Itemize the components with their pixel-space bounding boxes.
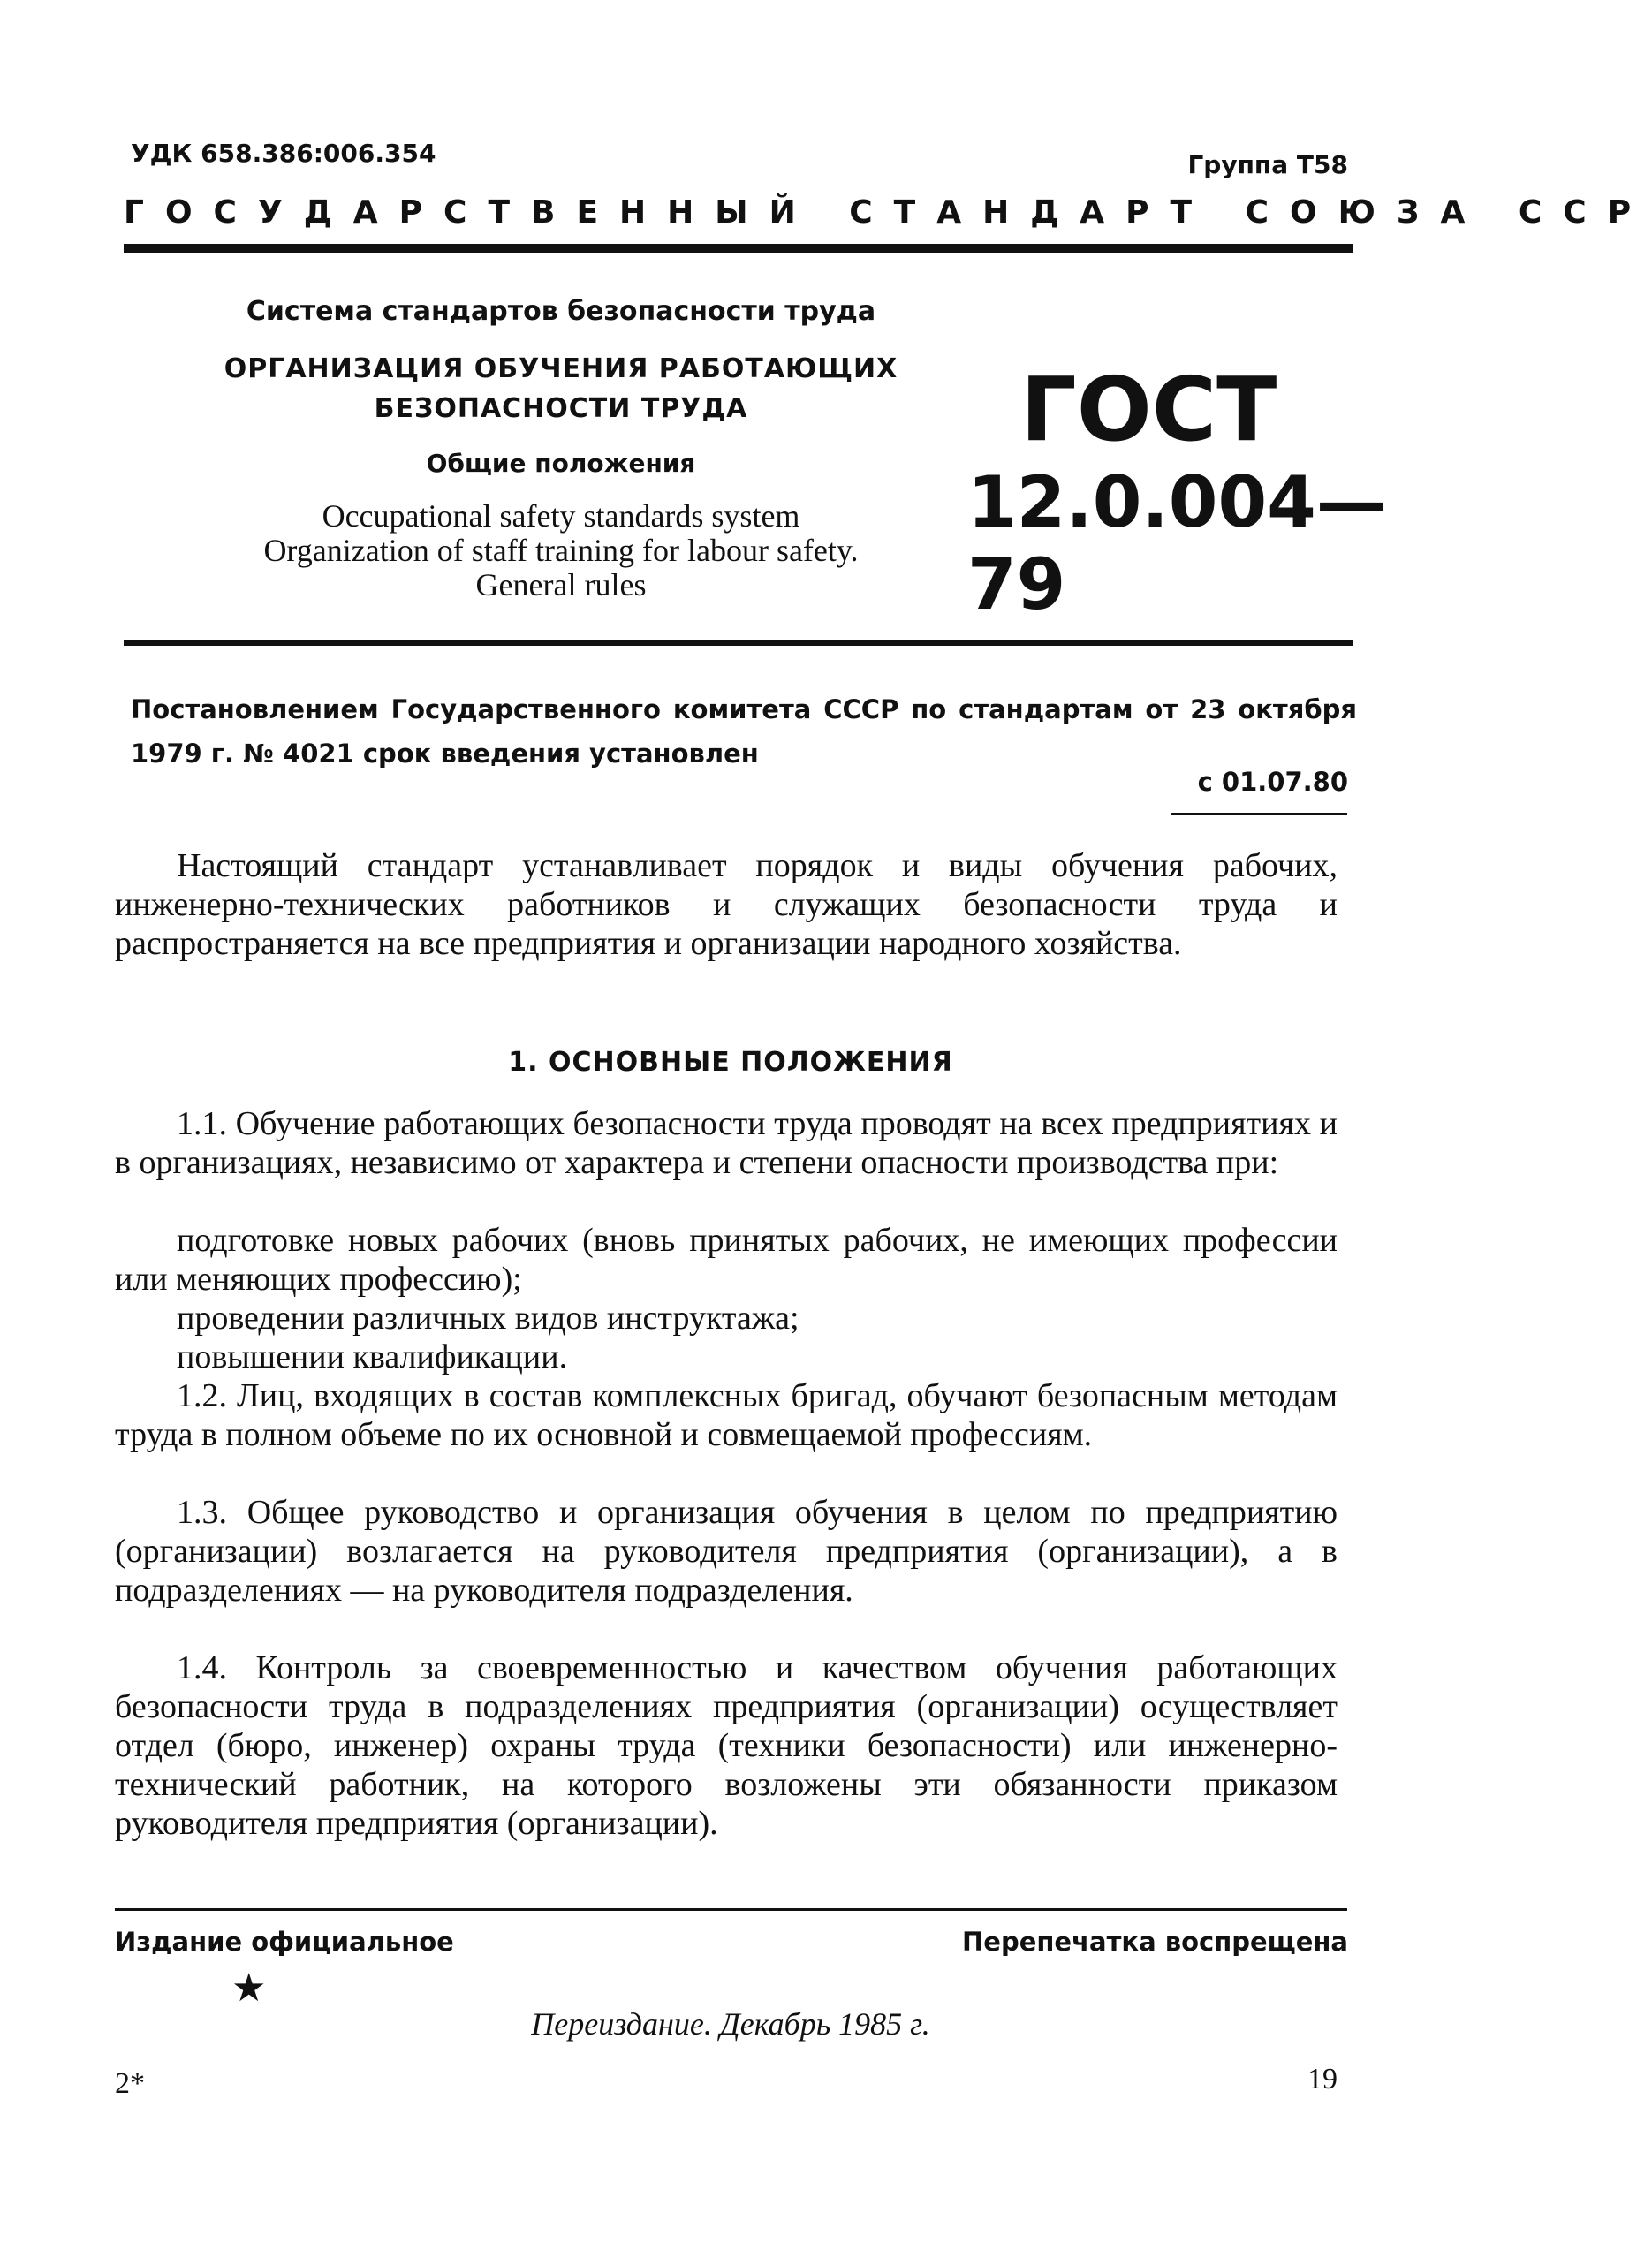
clause-1-3: 1.3. Общее руководство и организация обучения в целом по предприятию (организации) возлагается на руководителя предприятия (организации), а в подразделениях — на руководителя подразделения. bbox=[115, 1494, 1338, 1609]
reissue-note: Переиздание. Декабрь 1985 г. bbox=[531, 2006, 930, 2042]
clause-1-4: 1.4. Контроль за своевременностью и качеством обучения работающих безопасности труда в подразделениях предприятия (организации) осуществляет отдел (бюро, инженер) охраны труда (техники безопасности) или инженерно-технический работник, на которого возложены эти обязанности приказом руководителя предприятия (организации). bbox=[115, 1649, 1338, 1842]
reprint-prohibited: Перепечатка воспрещена bbox=[962, 1927, 1348, 1957]
date-underline bbox=[1171, 813, 1347, 815]
effective-date: с 01.07.80 bbox=[1197, 767, 1348, 797]
clause-1-1: 1.1. Обучение работающих безопасности труда проводят на всех предприятиях и в организациях, независимо от характера и степени опасности производства при: bbox=[115, 1105, 1338, 1181]
state-standard-heading: ГОСУДАРСТВЕННЫЙ СТАНДАРТ СОЮЗА ССР bbox=[124, 194, 1652, 231]
document-title-line2: БЕЗОПАСНОСТИ ТРУДА bbox=[374, 393, 748, 424]
official-edition: Издание официальное bbox=[115, 1927, 454, 1957]
clause-1-1-item3: повышении квалификации. bbox=[177, 1338, 568, 1375]
english-title-line3: General rules bbox=[475, 567, 647, 602]
english-title-line2: Organization of staff training for labour safety. bbox=[263, 533, 859, 568]
clause-1-1-item1: подготовке новых рабочих (вновь принятых рабочих, не имеющих профессии или меняющих профессию); bbox=[115, 1222, 1338, 1298]
star-icon: ★ bbox=[231, 1966, 267, 2010]
footer-rule bbox=[115, 1908, 1347, 1911]
gost-number: 12.0.004—79 bbox=[967, 461, 1387, 625]
document-title-line1: ОРГАНИЗАЦИЯ ОБУЧЕНИЯ РАБОТАЮЩИХ bbox=[224, 353, 898, 384]
udk-code: УДК 658.386:006.354 bbox=[131, 139, 436, 168]
page-number: 19 bbox=[1307, 2063, 1338, 2095]
system-name: Система стандартов безопасности труда bbox=[246, 296, 876, 327]
group-code: Группа Т58 bbox=[1187, 150, 1348, 179]
clause-1-2: 1.2. Лиц, входящих в состав комплексных бригад, обучают безопасным методам труда в полном объеме по их основной и совмещаемой профессиям. bbox=[115, 1377, 1338, 1453]
title-block-rule bbox=[124, 640, 1353, 646]
section-title: 1. ОСНОВНЫЕ ПОЛОЖЕНИЯ bbox=[508, 1047, 953, 1078]
header-thick-rule bbox=[124, 244, 1353, 253]
decree-text: Постановлением Государственного комитета СССР по стандартам от 23 октября 1979 г. № 4021 срок введения установлен bbox=[131, 694, 1357, 769]
gost-label: ГОСТ bbox=[1020, 358, 1277, 461]
english-title-line1: Occupational safety standards system bbox=[322, 498, 800, 534]
clause-1-1-item2: проведении различных видов инструктажа; bbox=[177, 1300, 799, 1337]
intro-paragraph: Настоящий стандарт устанавливает порядок и виды обучения рабочих, инженерно-технических работников и служащих безопасности труда и распространяется на все предприятия и организации народного хозяйства. bbox=[115, 847, 1338, 962]
signature-mark: 2* bbox=[115, 2067, 145, 2100]
subtitle: Общие положения bbox=[426, 449, 696, 478]
